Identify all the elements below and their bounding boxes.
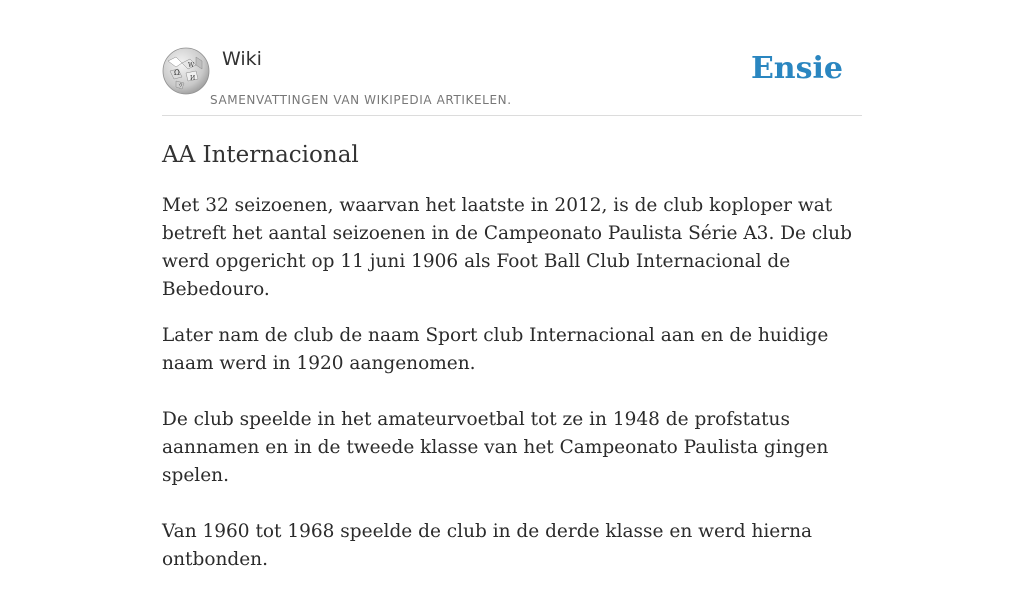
svg-text:И: И xyxy=(190,75,196,82)
page-container xyxy=(162,0,862,570)
site-name[interactable]: Wiki xyxy=(222,48,262,70)
page-title: AA Internacional xyxy=(162,142,359,168)
article-paragraph: Met 32 seizoenen, waarvan het laatste in 2012, is de club koploper wat betreft het aantal seizoenen in de Campeonato Paulista Série A3. De club werd opgericht op 11 juni 1906 als Foot Ball Club Internacional de Bebedouro. xyxy=(162,195,852,300)
svg-text:Ω: Ω xyxy=(174,69,180,77)
article-paragraph: De club speelde in het amateurvoetbal tot ze in 1948 de profstatus aannamen en in de tweede klasse van het Campeonato Paulista gingen spelen. xyxy=(162,409,829,486)
site-header xyxy=(162,0,862,116)
brand-logo-link[interactable]: Ensie xyxy=(750,51,843,86)
article-paragraph: Later nam de club de naam Sport club Internacional aan en de huidige naam werd in 1920 aangenomen. xyxy=(162,325,829,374)
article-paragraph: Van 1960 tot 1968 speelde de club in de derde klasse en werd hierna ontbonden. xyxy=(162,521,813,570)
svg-text:W: W xyxy=(188,62,195,69)
svg-text:ウ: ウ xyxy=(178,83,184,89)
wikipedia-globe-icon[interactable] xyxy=(162,47,210,95)
article-body xyxy=(162,192,867,592)
site-tagline: SAMENVATTINGEN VAN WIKIPEDIA ARTIKELEN. xyxy=(210,93,512,107)
